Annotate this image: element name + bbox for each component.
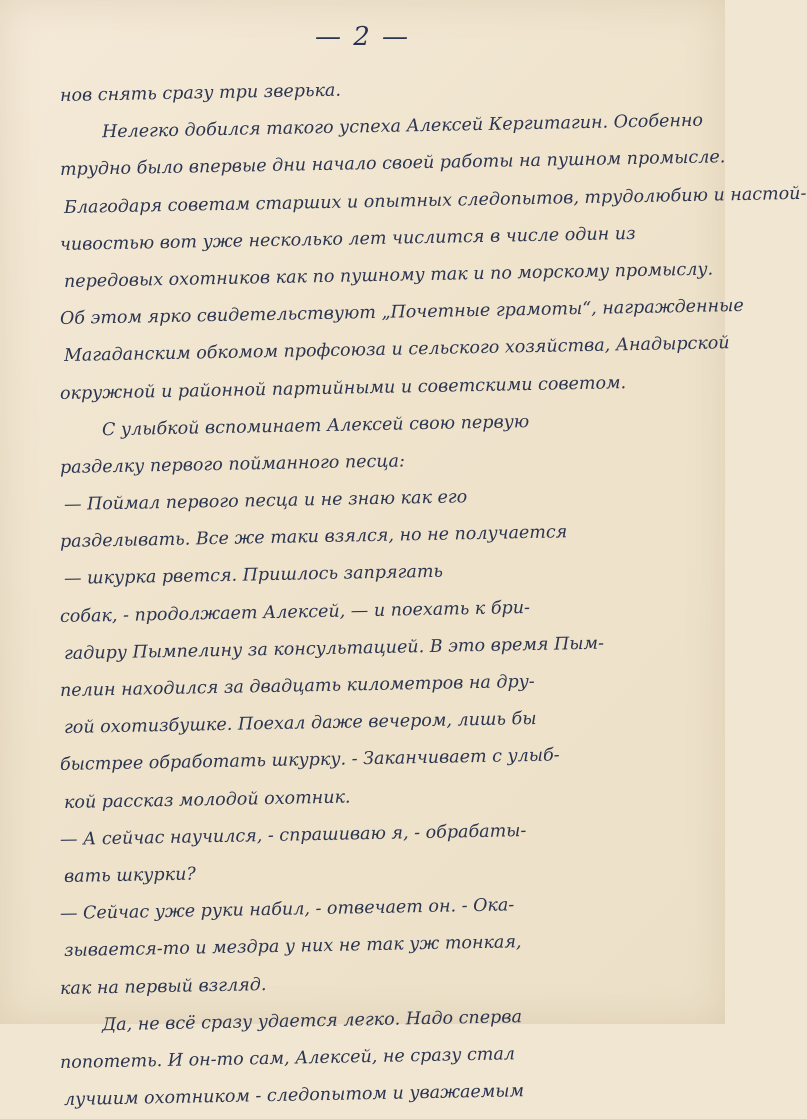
text-line: — шкурка рвется. Пришлось запрягать xyxy=(63,562,444,590)
handwritten-text-block xyxy=(42,78,807,1119)
text-line: попотеть. И он-то сам, Алексей, не сразу стал xyxy=(59,1044,516,1073)
text-line: вать шкурки? xyxy=(63,864,196,887)
text-line: Магаданским обкомом профсоюза и сельского хозяйства, Анадырской xyxy=(63,333,730,367)
text-line: разделывать. Все же таки взялся, но не получается xyxy=(59,522,568,553)
text-line: собак, - продолжает Алексей, — и поехать к бри- xyxy=(59,597,531,627)
text-line: быстрее обработать шкурку. - Заканчивает с улыб- xyxy=(59,745,560,776)
text-line: — Поймал первого песца и не знаю как его xyxy=(63,487,468,516)
text-line: трудно было впервые дни начало своей работы на пушном промысле. xyxy=(59,147,726,181)
text-line: разделку первого пойманного песца: xyxy=(59,451,406,478)
text-line: гой охотизбушке. Поехал даже вечером, лишь бы xyxy=(63,709,537,739)
text-line: С улыбкой вспоминает Алексей свою первую xyxy=(101,411,530,440)
text-line: Да, не всё сразу удается легко. Надо сперва xyxy=(101,1006,523,1035)
text-line: передовых охотников как по пушному так и по морскому промыслу. xyxy=(63,259,714,292)
text-line: гадиру Пымпелину за консультацией. В это время Пым- xyxy=(63,633,605,664)
text-line: лучшим охотником - следопытом и уважаемым xyxy=(63,1081,525,1111)
text-line: Благодаря советам старших и опытных следопытов, трудолюбию и настой- xyxy=(63,183,807,218)
text-line: чивостью вот уже несколько лет числится в числе один из xyxy=(59,223,636,255)
text-line: Об этом ярко свидетельствуют „Почетные грамоты“, награжденные xyxy=(59,295,744,330)
text-line: зывается-то и мездра у них не так уж тонкая, xyxy=(63,932,522,962)
page-number: — 2 — xyxy=(314,22,411,52)
text-line: нов снять сразу три зверька. xyxy=(59,80,342,106)
text-line: — А сейчас научился, - спрашиваю я, - обрабаты- xyxy=(59,820,527,850)
text-line: — Сейчас уже руки набил, - отвечает он. - Ока- xyxy=(59,895,515,925)
text-line: пелин находился за двадцать километров на дру- xyxy=(59,671,535,701)
text-line: Нелегко добился такого успеха Алексей Кергитагин. Особенно xyxy=(101,110,704,143)
text-line: как на первый взгляд. xyxy=(59,974,267,999)
text-line: окружной и районной партийными и советскими советом. xyxy=(59,372,627,404)
text-line: кой рассказ молодой охотник. xyxy=(63,787,351,813)
